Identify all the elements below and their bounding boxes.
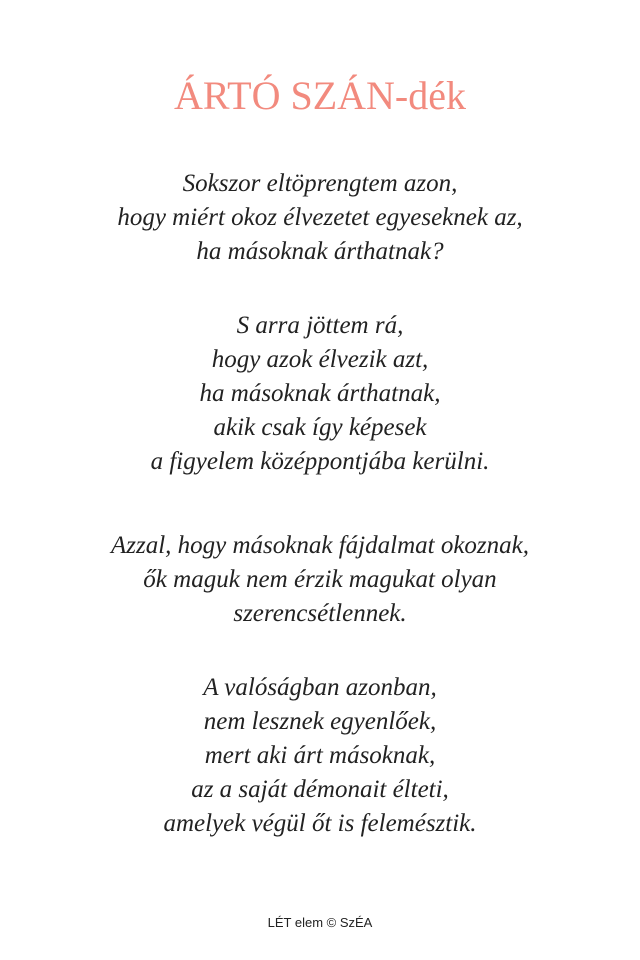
poem-line: az a saját démonait élteti,	[191, 776, 449, 803]
poem-line: ők maguk nem érzik magukat olyan	[143, 566, 497, 593]
stanza	[0, 167, 640, 269]
poem-line: hogy azok élvezik azt,	[211, 346, 429, 373]
poem-line: nem lesznek egyenlőek,	[203, 708, 437, 735]
poem-line: mert aki árt másoknak,	[204, 742, 436, 769]
poem-line: S arra jöttem rá,	[236, 312, 404, 339]
footer-credit: LÉT elem © SzÉA	[267, 915, 373, 930]
poem-line: a figyelem középpontjába kerülni.	[150, 448, 490, 475]
stanza	[0, 671, 640, 841]
stanza	[0, 529, 640, 631]
poem-line: hogy miért okoz élvezetet egyeseknek az,	[117, 204, 523, 231]
poem-line: A valóságban azonban,	[203, 674, 437, 701]
poem-line: akik csak így képesek	[213, 414, 427, 441]
poem-line: ha másoknak árthatnak?	[196, 238, 444, 265]
poem-line: szerencsétlennek.	[233, 600, 407, 627]
poem-line: Sokszor eltöprengtem azon,	[182, 170, 458, 197]
stanza	[0, 309, 640, 479]
poem-line: amelyek végül őt is felemésztik.	[163, 810, 477, 837]
poem-line: ha másoknak árthatnak,	[199, 380, 441, 407]
poem-line: Azzal, hogy másoknak fájdalmat okoznak,	[110, 532, 529, 559]
poem-title: ÁRTÓ SZÁN-dék	[173, 73, 466, 118]
